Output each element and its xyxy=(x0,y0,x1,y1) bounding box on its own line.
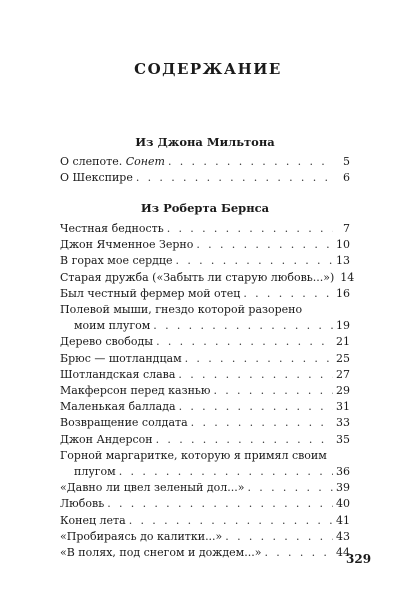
entry-title: О Шекспире xyxy=(60,171,133,185)
toc-entry-multiline[interactable] xyxy=(60,302,350,334)
dot-leader xyxy=(185,351,333,367)
dot-leader xyxy=(129,513,333,529)
entry-title: Брюс — шотландцам xyxy=(60,351,182,365)
toc-entry[interactable] xyxy=(60,545,350,561)
page-number: 5 xyxy=(343,155,350,168)
dot-leader xyxy=(153,318,333,334)
entry-title: «Пробираясь до калитки...» xyxy=(60,529,223,543)
page-folio: 329 xyxy=(346,552,372,566)
entry-title: В горах мое сердце xyxy=(60,254,173,268)
dot-leader xyxy=(191,415,333,431)
toc-entry-o-shekspire[interactable] xyxy=(60,170,350,186)
entry-title: Возвращение солдата xyxy=(60,416,188,430)
page-number: 7 xyxy=(343,222,350,235)
toc-entry[interactable] xyxy=(60,399,350,415)
toc-entry[interactable] xyxy=(60,221,350,237)
dot-leader xyxy=(107,496,333,512)
page-number: 21 xyxy=(336,335,350,349)
dot-leader xyxy=(196,237,333,253)
entry-title: Старая дружба («Забыть ли старую любовь...») xyxy=(60,270,335,284)
page-number: 13 xyxy=(336,254,350,268)
dot-leader xyxy=(167,221,333,237)
entry-subtitle: Сонет xyxy=(125,155,165,168)
dot-leader xyxy=(176,253,333,269)
toc-entry[interactable] xyxy=(60,383,350,399)
dot-leader xyxy=(264,545,333,561)
page-number: 25 xyxy=(336,351,350,365)
toc-entry[interactable] xyxy=(60,480,350,496)
page-number: 16 xyxy=(336,286,350,300)
page-number: 40 xyxy=(336,497,350,511)
burns-entries xyxy=(60,221,355,561)
entry-title-line1: Полевой мыши, гнездо которой разорено xyxy=(60,303,303,317)
entry-title: Был честный фермер мой отец xyxy=(60,286,241,300)
section-heading-burns: Из Роберта Бернса xyxy=(140,201,270,215)
dot-leader xyxy=(119,464,333,480)
entry-title: О слепоте. xyxy=(60,155,123,168)
entry-title: «Давно ли цвел зеленый дол...» xyxy=(60,481,245,495)
page-number: 6 xyxy=(343,171,350,185)
entry-title-line2: моим плугом xyxy=(74,319,151,333)
dot-leader xyxy=(168,154,333,170)
page-number: 31 xyxy=(336,400,350,414)
entry-title: Джон Ячменное Зерно xyxy=(60,238,194,252)
entry-title: Дерево свободы xyxy=(60,335,154,349)
page-number: 33 xyxy=(336,416,350,430)
page-number: 44 xyxy=(336,546,350,560)
entry-title-line2: плугом xyxy=(74,465,116,479)
dot-leader xyxy=(247,480,333,496)
dot-leader xyxy=(243,286,333,302)
dot-leader xyxy=(156,334,333,350)
page-number: 36 xyxy=(336,465,350,479)
entry-title-line1: Горной маргаритке, которую я примял своим xyxy=(60,448,327,462)
toc-entry[interactable] xyxy=(60,529,350,545)
dot-leader xyxy=(179,399,333,415)
page-number: 35 xyxy=(336,432,350,446)
toc-entry[interactable] xyxy=(60,253,350,269)
page-number: 39 xyxy=(336,481,350,495)
page-number: 19 xyxy=(336,319,350,333)
dot-leader xyxy=(225,529,333,545)
entry-title: Честная бедность xyxy=(60,222,164,235)
entry-title: Любовь xyxy=(60,497,105,511)
page-number: 41 xyxy=(336,513,350,527)
toc-entry[interactable] xyxy=(60,415,350,431)
toc-entry[interactable] xyxy=(60,496,350,512)
dot-leader xyxy=(156,432,333,448)
toc-entry[interactable] xyxy=(60,237,350,253)
entry-title: Макферсон перед казнью xyxy=(60,384,211,398)
toc-entry-o-slepote[interactable] xyxy=(60,154,350,170)
dot-leader xyxy=(136,170,333,186)
page-number: 10 xyxy=(336,238,350,252)
dot-leader xyxy=(213,383,333,399)
page-number: 27 xyxy=(336,367,350,381)
milton-entries xyxy=(60,154,350,186)
toc-entry[interactable] xyxy=(60,513,350,529)
entry-title: Конец лета xyxy=(60,513,126,527)
toc-entry[interactable] xyxy=(60,432,350,448)
entry-title: Маленькая баллада xyxy=(60,400,176,414)
entry-title: «В полях, под снегом и дождем...» xyxy=(60,546,262,560)
page-title: СОДЕРЖАНИЕ xyxy=(134,60,282,78)
page-number: 29 xyxy=(336,384,350,398)
section-heading-milton: Из Джона Мильтона xyxy=(135,135,275,149)
page-number: 14 xyxy=(340,270,355,284)
dot-leader xyxy=(178,367,333,383)
toc-entry[interactable] xyxy=(60,351,350,367)
toc-entry[interactable] xyxy=(60,270,355,286)
toc-entry[interactable] xyxy=(60,367,350,383)
toc-entry-multiline[interactable] xyxy=(60,448,350,480)
entry-title: Шотландская слава xyxy=(60,367,176,381)
page-number: 43 xyxy=(336,529,350,543)
toc-entry[interactable] xyxy=(60,286,350,302)
toc-entry[interactable] xyxy=(60,334,350,350)
entry-title: Джон Андерсон xyxy=(60,432,153,446)
